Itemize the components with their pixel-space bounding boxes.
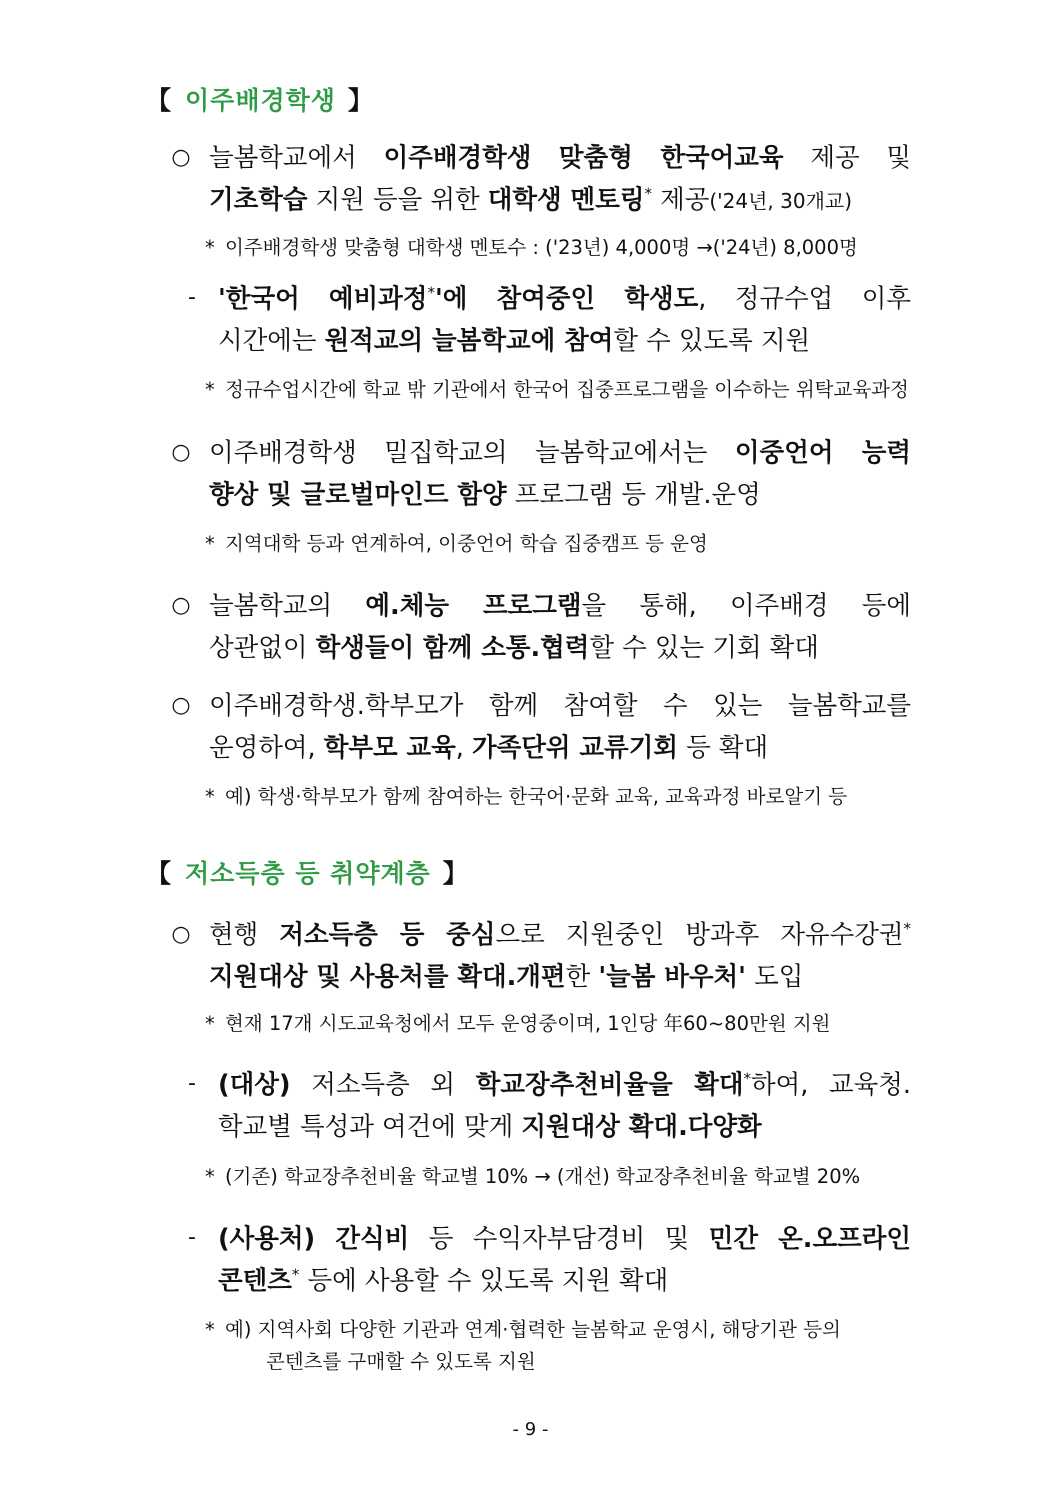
paragraph-line [209, 585, 911, 627]
bold-text: '늘봄 바우처' [598, 962, 746, 992]
bold-text: '한국어 예비과정 [218, 284, 428, 314]
text-run: 등 확대 [677, 733, 769, 763]
footnote: * 예) 학생·학부모가 함께 참여하는 한국어·문화 교육, 교육과정 바로알기 등 [205, 785, 848, 808]
text-run: 현행 [209, 920, 280, 950]
bold-text: (대상) [218, 1070, 291, 1100]
paragraph-line [209, 137, 911, 179]
text-run: 한 [565, 962, 599, 992]
text-run: 등에 사용할 수 있도록 지원 확대 [299, 1266, 669, 1296]
bold-text: 지원대상 확대.다양화 [521, 1112, 762, 1142]
bold-text: 예.체능 프로그램 [365, 591, 582, 621]
paragraph-line [218, 1064, 911, 1106]
paragraph-line [209, 627, 911, 669]
footnote-mark: * [427, 283, 435, 302]
text-run: 운영하여, [209, 733, 324, 763]
paragraph-line [209, 914, 911, 956]
page-number: - 9 - [512, 1419, 549, 1440]
footnote: * 지역대학 등과 연계하여, 이중언어 학습 집중캠프 등 운영 [205, 532, 708, 555]
section-title-1: 【 이주배경학생 】 [146, 86, 373, 115]
bold-text: 기초학습 [209, 185, 308, 215]
bold-text: 향상 및 글로벌마인드 함양 [209, 480, 507, 510]
text-run: , 정규수업 이후 [698, 284, 911, 314]
footnote: * 정규수업시간에 학교 밖 기관에서 한국어 집중프로그램을 이수하는 위탁교육과정 [205, 378, 909, 401]
bold-text: 지원대상 및 사용처를 확대.개편 [209, 962, 566, 992]
footnote-mark: * [903, 919, 912, 938]
footnote: * 이주배경학생 맞춤형 대학생 멘토수 : ('23년) 4,000명 →('24년) 8,000명 [205, 236, 858, 259]
paragraph-line [209, 474, 911, 516]
bold-text: 이중언어 능력 [734, 438, 911, 468]
section-title-2: 【 저소득층 등 취약계층 】 [146, 859, 468, 888]
footnote: * 예) 지역사회 다양한 기관과 연계·협력한 늘봄학교 운영시, 해당기관 등의 [205, 1318, 841, 1341]
dash-marker: - [188, 1071, 196, 1096]
section-title-text: 이주배경학생 [185, 86, 336, 115]
dash-marker: - [188, 1225, 196, 1250]
text-run: 으로 지원중인 방과후 자유수강권 [495, 920, 904, 950]
bullet-marker: ○ [171, 693, 191, 718]
text-run: 등 수익자부담경비 및 [409, 1224, 709, 1254]
bullet-marker: ○ [171, 922, 191, 947]
paragraph-line [218, 278, 911, 320]
footnote-mark: * [291, 1265, 300, 1284]
bold-text: 원적교의 늘봄학교에 참여 [324, 326, 614, 356]
text-run: 이주배경학생.학부모가 함께 참여할 수 있는 늘봄학교를 [209, 691, 911, 721]
text-run: 제공 [651, 185, 710, 215]
bold-text: 저소득층 등 중심 [279, 920, 496, 950]
bold-text: 민간 온.오프라인 [708, 1224, 911, 1254]
paragraph-line [218, 1218, 911, 1260]
footnote: * 현재 17개 시도교육청에서 모두 운영중이며, 1인당 年60~80만원 지원 [205, 1012, 831, 1035]
paragraph-line [218, 320, 911, 362]
bold-text: 학생들이 함께 소통.협력 [315, 633, 590, 663]
bold-text: 대학생 멘토링 [487, 185, 645, 215]
paragraph-line [218, 1260, 911, 1302]
footnote-mark: * [743, 1069, 751, 1088]
dash-marker: - [188, 285, 196, 310]
text-run: 하여, 교육청. [750, 1070, 911, 1100]
footnote: * (기존) 학교장추천비율 학교별 10% → (개선) 학교장추천비율 학교별 20% [205, 1165, 861, 1188]
bold-text: 학교장추천비율을 확대 [475, 1070, 744, 1100]
text-run: 상관없이 [209, 633, 316, 663]
paragraph-line [209, 179, 911, 222]
bold-text: 콘텐츠 [218, 1266, 292, 1296]
text-run: 저소득층 외 [290, 1070, 476, 1100]
text-run: 이주배경학생 밀집학교의 늘봄학교에서는 [209, 438, 735, 468]
bullet-marker: ○ [171, 145, 191, 170]
section-title-text: 저소득층 등 취약계층 [185, 859, 431, 888]
text-run: 할 수 있는 기회 확대 [589, 633, 819, 663]
paragraph-line [209, 685, 911, 727]
text-run: 할 수 있도록 지원 [613, 326, 811, 356]
paragraph-line [209, 956, 911, 998]
text-run: 제공 및 [783, 143, 911, 173]
bold-text: (사용처) 간식비 [218, 1224, 410, 1254]
paragraph-line [209, 432, 911, 474]
text-run: 늘봄학교의 [209, 591, 366, 621]
text-run: , [455, 733, 473, 763]
bold-text: 이주배경학생 맞춤형 한국어교육 [383, 143, 784, 173]
footnote-mark: * [644, 184, 652, 203]
bold-text: 학부모 교육 [323, 733, 456, 763]
bullet-marker: ○ [171, 440, 191, 465]
text-run: 시간에는 [218, 326, 325, 356]
text-run: 지원 등을 위한 [307, 185, 488, 215]
text-run: 도입 [745, 962, 804, 992]
text-run: 을 통해, 이주배경 등에 [581, 591, 911, 621]
bold-text: '에 참여중인 학생도 [434, 284, 699, 314]
paragraph-line [209, 727, 911, 769]
bullet-marker: ○ [171, 593, 191, 618]
paragraph-line [218, 1106, 911, 1148]
text-run: 늘봄학교에서 [209, 143, 384, 173]
text-run: 프로그램 등 개발.운영 [506, 480, 761, 510]
footnote-continuation: 콘텐츠를 구매할 수 있도록 지원 [266, 1350, 536, 1373]
text-run: ('24년, 30개교) [709, 189, 853, 213]
text-run: 학교별 특성과 여건에 맞게 [218, 1112, 522, 1142]
bold-text: 가족단위 교류기회 [472, 733, 678, 763]
